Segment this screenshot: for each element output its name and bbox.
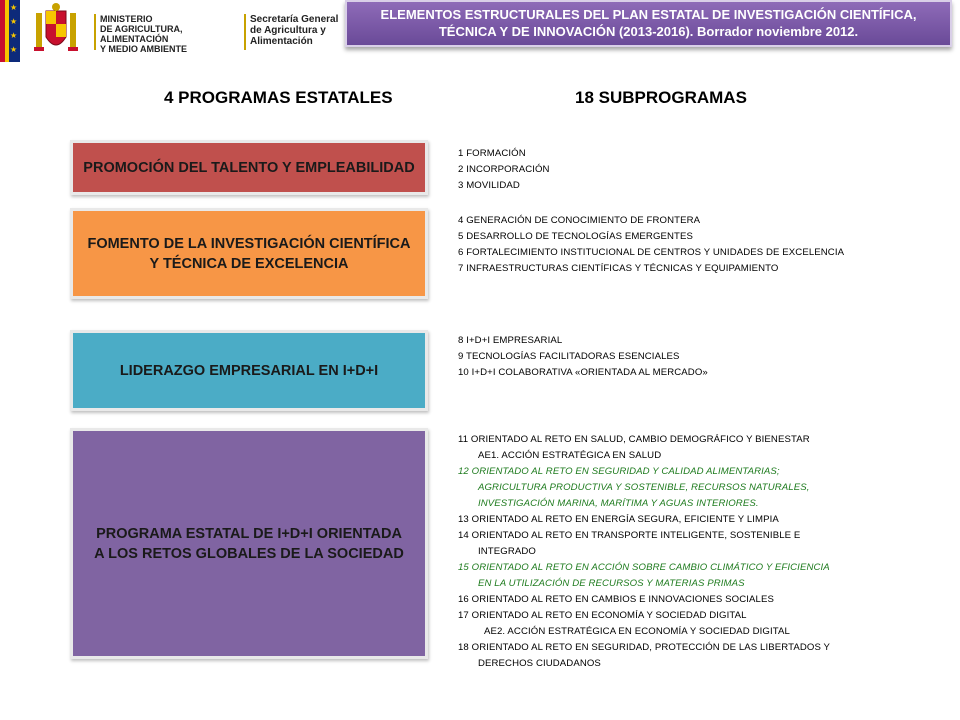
subprogram-item: 9 TECNOLOGÍAS FACILITADORAS ESENCIALES (458, 351, 680, 362)
subprogram-list-liderazgo (458, 333, 918, 381)
subprograms-heading: 18 SUBPROGRAMAS (575, 88, 747, 107)
subprogram-item: EN LA UTILIZACIÓN DE RECURSOS Y MATERIAS PRIMAS (478, 578, 745, 589)
subprogram-item: 11 ORIENTADO AL RETO EN SALUD, CAMBIO DEMOGRÁFICO Y BIENESTAR (458, 434, 810, 445)
subprogram-list-talento (458, 146, 918, 194)
program-box-retos: PROGRAMA ESTATAL DE I+D+I ORIENTADA A LOS RETOS GLOBALES DE LA SOCIEDAD (70, 428, 428, 659)
subprogram-item: 13 ORIENTADO AL RETO EN ENERGÍA SEGURA, EFICIENTE Y LIMPIA (458, 514, 779, 525)
subprogram-item: 16 ORIENTADO AL RETO EN CAMBIOS E INNOVACIONES SOCIALES (458, 594, 774, 605)
subprogram-item: 5 DESARROLLO DE TECNOLOGÍAS EMERGENTES (458, 231, 693, 242)
program-box-investigacion: FOMENTO DE LA INVESTIGACIÓN CIENTÍFICA Y TÉCNICA DE EXCELENCIA (70, 208, 428, 299)
subprogram-list-investigacion (458, 213, 918, 277)
subprogram-item: AGRICULTURA PRODUCTIVA Y SOSTENIBLE, RECURSOS NATURALES, (478, 482, 810, 493)
subprogram-item: 8 I+D+I EMPRESARIAL (458, 335, 563, 346)
ministry-logo (0, 0, 340, 62)
subprogram-item: AE1. ACCIÓN ESTRATÉGICA EN SALUD (478, 450, 662, 461)
subprogram-item: 6 FORTALECIMIENTO INSTITUCIONAL DE CENTROS Y UNIDADES DE EXCELENCIA (458, 247, 845, 258)
coat-of-arms-icon (30, 3, 82, 59)
subprogram-item: 17 ORIENTADO AL RETO EN ECONOMÍA Y SOCIEDAD DIGITAL (458, 610, 747, 621)
subprogram-item: DERECHOS CIUDADANOS (478, 658, 601, 669)
subprogram-item: 4 GENERACIÓN DE CONOCIMIENTO DE FRONTERA (458, 215, 701, 226)
program-box-liderazgo: LIDERAZGO EMPRESARIAL EN I+D+I (70, 330, 428, 411)
title-banner: ELEMENTOS ESTRUCTURALES DEL PLAN ESTATAL DE INVESTIGACIÓN CIENTÍFICA, TÉCNICA Y DE INNOVACIÓN (2013-2016). Borrador noviembre 2012. (345, 0, 952, 47)
program-box-talento: PROMOCIÓN DEL TALENTO Y EMPLEABILIDAD (70, 140, 428, 195)
subprogram-item: 14 ORIENTADO AL RETO EN TRANSPORTE INTELIGENTE, SOSTENIBLE E (458, 530, 801, 541)
subprogram-item: 18 ORIENTADO AL RETO EN SEGURIDAD, PROTECCIÓN DE LAS LIBERTADOS Y (458, 642, 831, 653)
secretariat-line: Secretaría General (250, 14, 339, 25)
ministry-line: MINISTERIO (100, 14, 153, 24)
subprogram-list-retos (458, 432, 918, 672)
ministry-line: DE AGRICULTURA, ALIMENTACIÓN (100, 24, 183, 44)
programs-heading: 4 PROGRAMAS ESTATALES (164, 88, 393, 107)
subprogram-item: 10 I+D+I COLABORATIVA «ORIENTADA AL MERCADO» (458, 367, 708, 378)
secretariat-line: Alimentación (250, 36, 313, 47)
subprogram-item: 1 FORMACIÓN (458, 148, 526, 159)
subprogram-item: 12 ORIENTADO AL RETO EN SEGURIDAD Y CALIDAD ALIMENTARIAS; (458, 466, 780, 477)
subprogram-item: 2 INCORPORACIÓN (458, 164, 550, 175)
subprogram-item: INTEGRADO (478, 546, 536, 557)
ministry-line: Y MEDIO AMBIENTE (100, 44, 188, 54)
subprogram-item: 3 MOVILIDAD (458, 180, 520, 191)
secretariat-name (244, 14, 346, 50)
subprogram-item: 15 ORIENTADO AL RETO EN ACCIÓN SOBRE CAMBIO CLIMÁTICO Y EFICIENCIA (458, 562, 830, 573)
subprogram-item: AE2. ACCIÓN ESTRATÉGICA EN ECONOMÍA Y SOCIEDAD DIGITAL (484, 626, 790, 637)
secretariat-line: de Agricultura y (250, 25, 326, 36)
eu-flag-strip: ★ ★ ★ ★ (0, 0, 20, 62)
ministry-name (94, 14, 250, 54)
subprogram-item: INVESTIGACIÓN MARINA, MARÍTIMA Y AGUAS INTERIORES. (478, 498, 759, 509)
subprogram-item: 7 INFRAESTRUCTURAS CIENTÍFICAS Y TÉCNICAS Y EQUIPAMIENTO (458, 263, 779, 274)
